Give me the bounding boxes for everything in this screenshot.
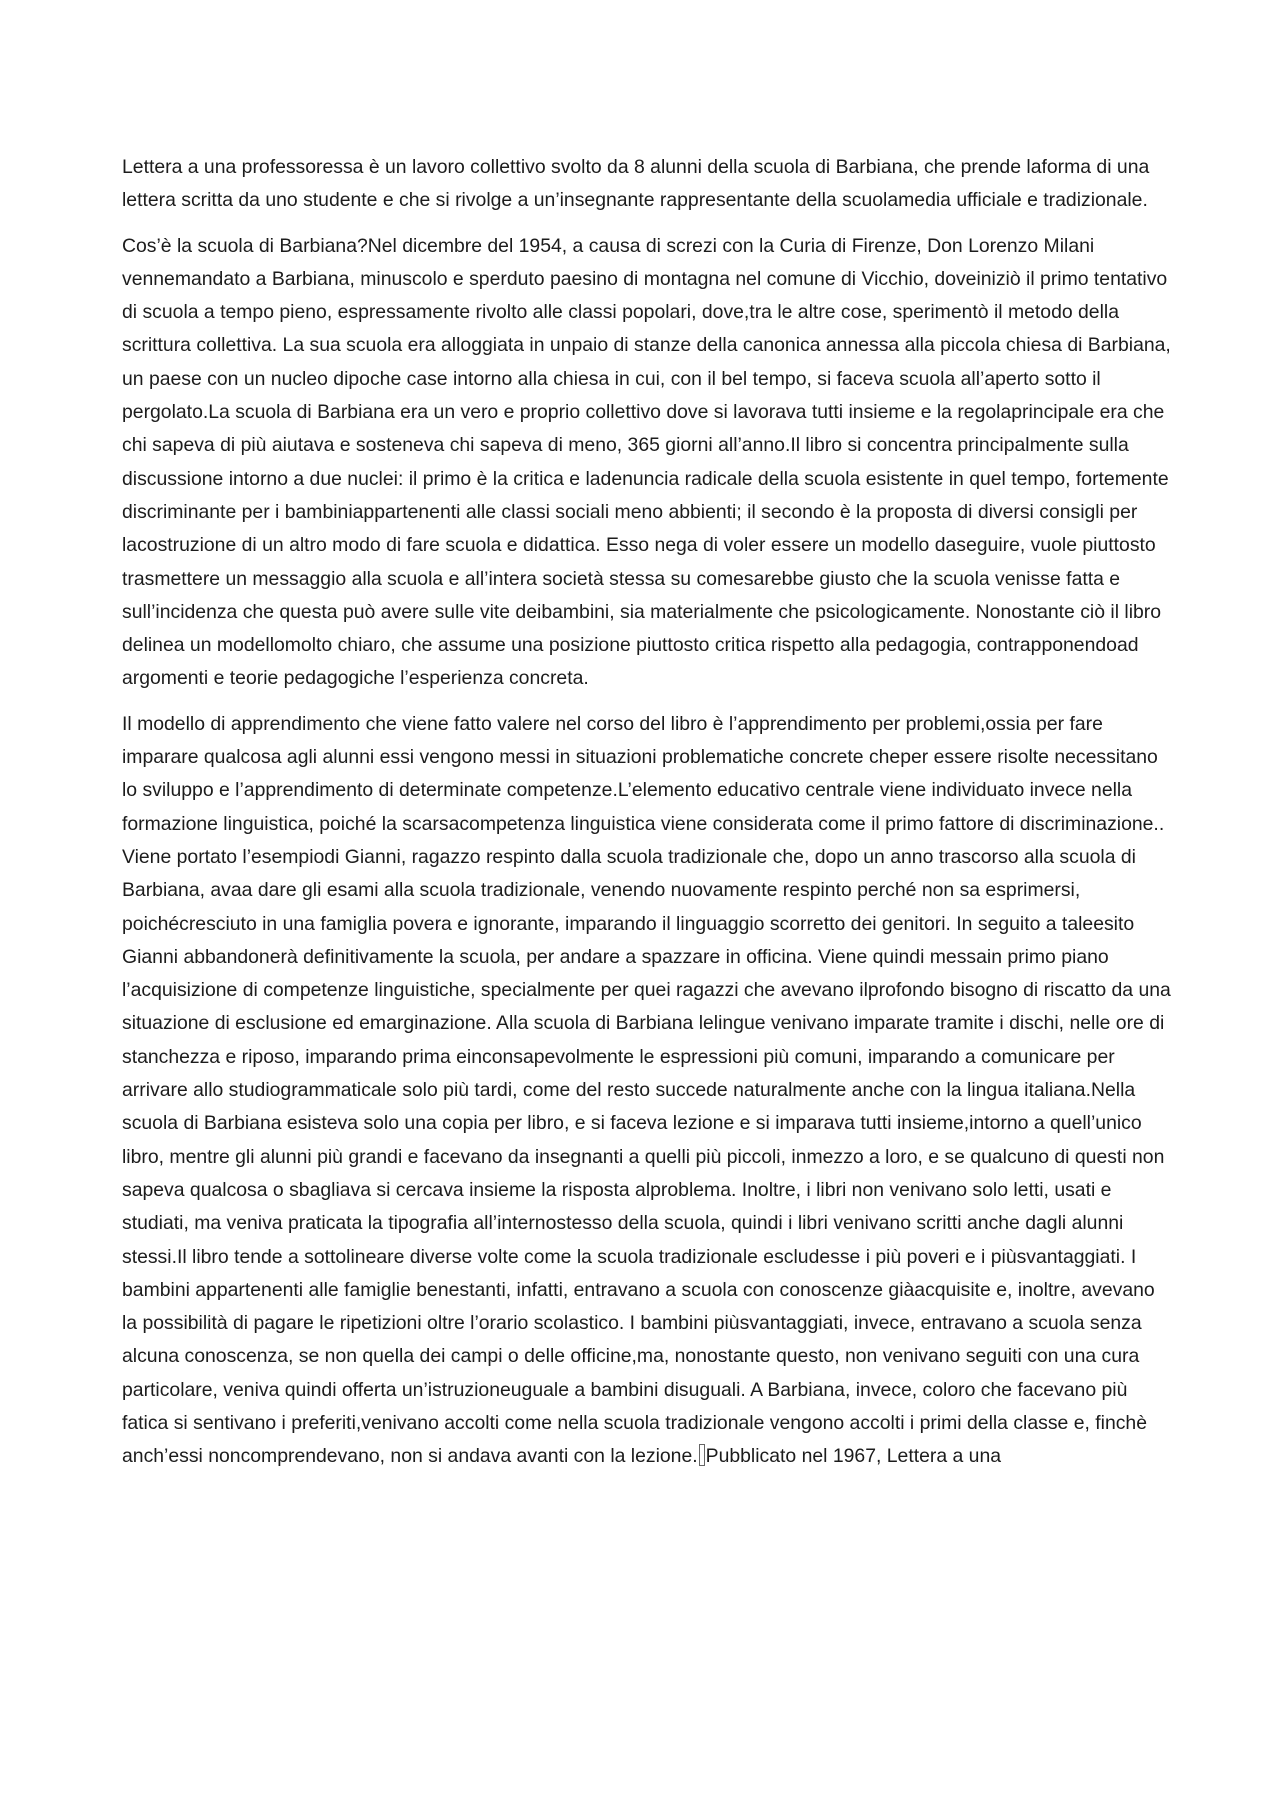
paragraph-learning-model <box>122 708 1172 1474</box>
paragraph-trailing-text: Pubblicato nel 1967, Lettera a una <box>705 1445 1002 1468</box>
paragraph-barbiana-school: Cos’è la scuola di Barbiana?Nel dicembre del 1954, a causa di screzi con la Curia di Firenze, Don Lorenzo Milani vennemandato a Barbiana, minuscolo e sperduto paesino di montagna nel comune di Vicchio, doveiniziò il primo tentativo di scuola a tempo pieno, espressamente rivolto alle classi popolari, dove,tra le altre cose, sperimentò il metodo della scrittura collettiva. La sua scuola era alloggiata in unpaio di stanze della canonica annessa alla piccola chiesa di Barbiana, un paese con un nucleo dipoche case intorno alla chiesa in cui, con il bel tempo, si faceva scuola all’aperto sotto il pergolato.La scuola di Barbiana era un vero e proprio collettivo dove si lavorava tutti insieme e la regolaprincipale era che chi sapeva di più aiutava e sosteneva chi sapeva di meno, 365 giorni all’anno.Il libro si concentra principalmente sulla discussione intorno a due nuclei: il primo è la critica e ladenuncia radicale della scuola esistente in quel tempo, fortemente discriminante per i bambiniappartenenti alle classi sociali meno abbienti; il secondo è la proposta di diversi consigli per lacostruzione di un altro modo di fare scuola e didattica. Esso nega di voler essere un modello daseguire, vuole piuttosto trasmettere un messaggio alla scuola e all’intera società stessa su comesarebbe giusto che la scuola venisse fatta e sull’incidenza che questa può avere sulle vite deibambini, sia materialmente che psicologicamente. Nonostante ciò il libro delinea un modellomolto chiaro, che assume una posizione piuttosto critica rispetto alla pedagogia, contrapponendoad argomenti e teorie pedagogiche l’esperienza concreta. <box>122 234 1171 690</box>
paragraph-learning-model-text: Il modello di apprendimento che viene fatto valere nel corso del libro è l’apprendimento per problemi,ossia per fare imparare qualcosa agli alunni essi vengono messi in situazioni problematiche concrete cheper essere risolte necessitano lo sviluppo e l’apprendimento di determinate competenze.L’elemento educativo centrale viene individuato invece nella formazione linguistica, poiché la scarsacompetenza linguistica viene considerata come il primo fattore di discriminazione.. Viene portato l’esempiodi Gianni, ragazzo respinto dalla scuola tradizionale che, dopo un anno trascorso alla scuola di Barbiana, avaa dare gli esami alla scuola tradizionale, venendo nuovamente respinto perché non sa esprimersi, poichécresciuto in una famiglia povera e ignorante, imparando il linguaggio scorretto dei genitori. In seguito a taleesito Gianni abbandonerà definitivamente la scuola, per andare a spazzare in officina. Viene quindi messain primo piano l’acquisizione di competenze linguistiche, specialmente per quei ragazzi che avevano ilprofondo bisogno di riscatto da una situazione di esclusione ed emarginazione. Alla scuola di Barbiana lelingue venivano imparate tramite i dischi, nelle ore di stanchezza e riposo, imparando prima einconsapevolmente le espressioni più comuni, imparando a comunicare per arrivare allo studiogrammaticale solo più tardi, come del resto succede naturalmente anche con la lingua italiana.Nella scuola di Barbiana esisteva solo una copia per libro, e si faceva lezione e si imparava tutti insieme,intorno a quell’unico libro, mentre gli alunni più grandi e facevano da insegnanti a quelli più piccoli, inmezzo a loro, e se qualcuno di questi non sapeva qualcosa o sbagliava si cercava insieme la risposta alproblema. Inoltre, i libri non venivano solo letti, usati e studiati, ma veniva praticata la tipografia all’internostesso della scuola, quindi i libri venivano scritti anche dagli alunni stessi.Il libro tende a sottolineare diverse volte come la scuola tradizionale escludesse i più poveri e i piùsvantaggiati. I bambini appartenenti alle famiglie benestanti, infatti, entravano a scuola con conoscenze giàacquisite e, inoltre, avevano la possibilità di pagare le ripetizioni oltre l’orario scolastico. I bambini piùsvantaggiati, invece, entravano a scuola senza alcuna conoscenza, se non quella dei campi o delle officine,ma, nonostante questo, non venivano seguiti con una cura particolare, veniva quindi offerta un’istruzioneuguale a bambini disuguali. A Barbiana, invece, coloro che facevano più fatica si sentivano i preferiti,venivano accolti come nella scuola tradizionale vengono accolti i primi della classe e, finchè anch’essi noncomprendevano, non si andava avanti con la lezione. <box>122 712 1171 1468</box>
document-body <box>122 151 1172 1474</box>
missing-glyph-icon <box>699 1444 705 1466</box>
paragraph-intro: Lettera a una professoressa è un lavoro collettivo svolto da 8 alunni della scuola di Barbiana, che prende laforma di una lettera scritta da uno studente e che si rivolge a un’insegnante rappresentante della scuolamedia ufficiale e tradizionale. <box>122 156 1150 212</box>
